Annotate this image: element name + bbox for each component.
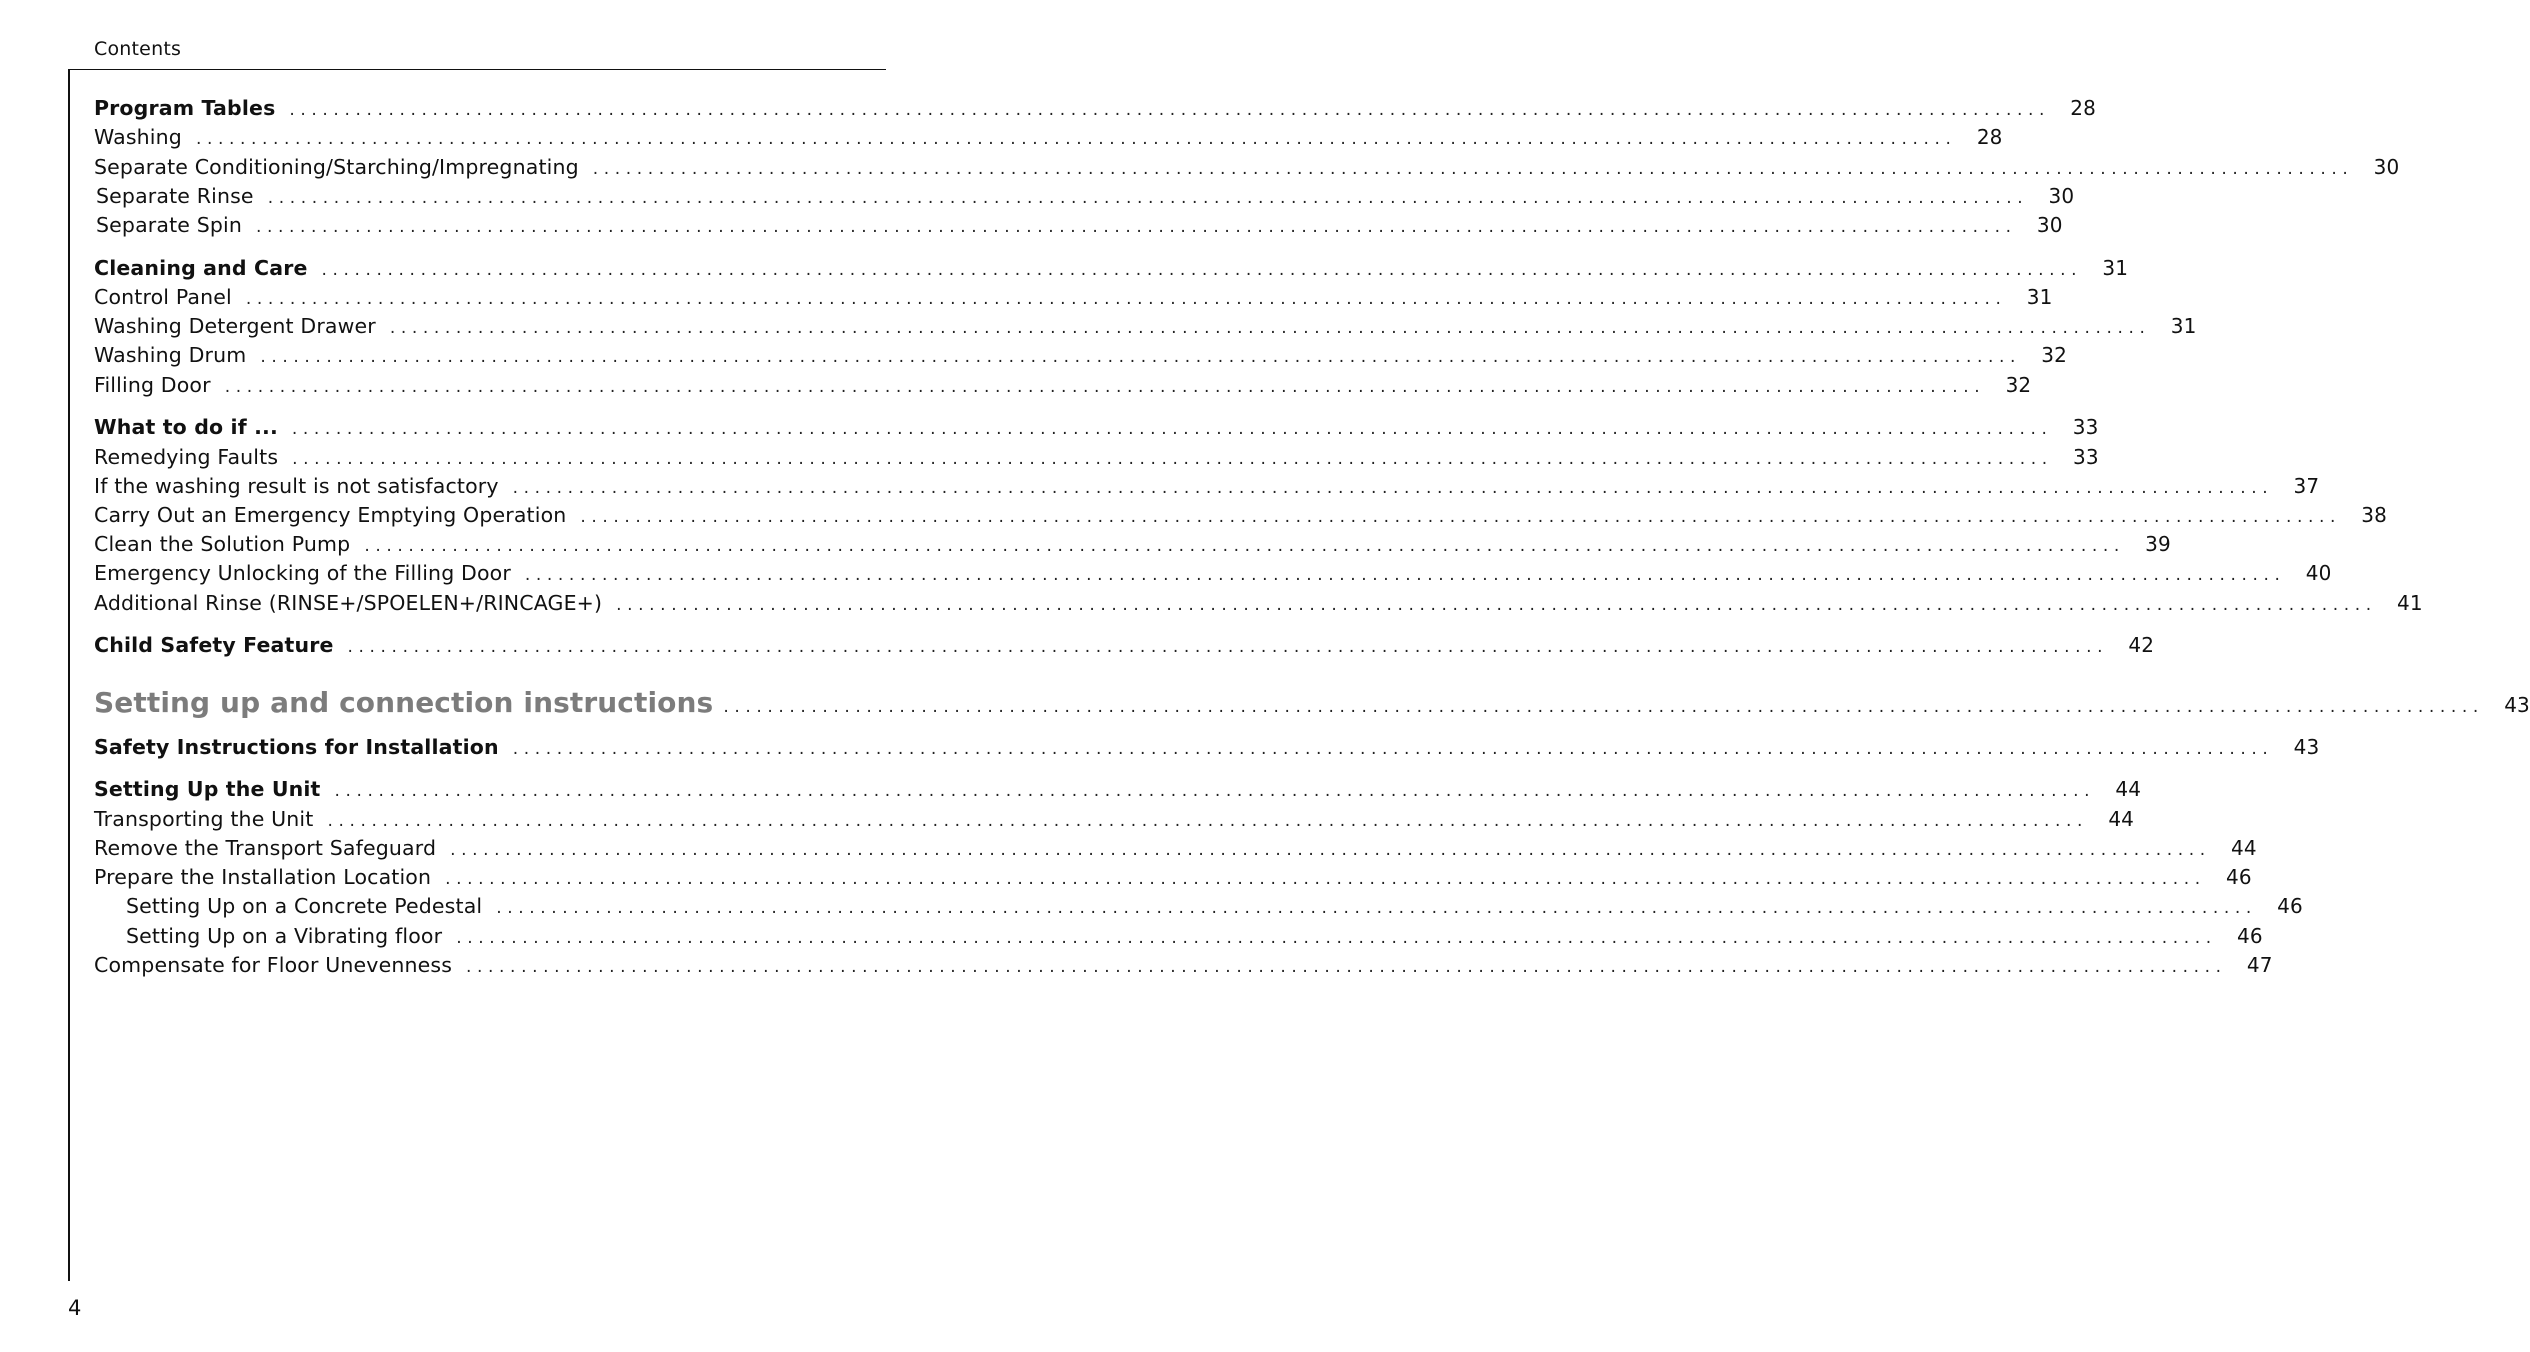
toc-page: 30	[2036, 213, 2063, 237]
toc-page: 46	[2226, 865, 2252, 889]
toc-title: Carry Out an Emergency Emptying Operation	[94, 503, 567, 527]
toc-section-setting-up[interactable]	[94, 686, 2530, 724]
toc-page: 41	[2397, 591, 2423, 615]
toc-leader: ................................................................................................................................................................	[291, 419, 2053, 439]
toc-title: If the washing result is not satisfactory	[94, 474, 499, 498]
toc-entry-emergency-unlocking[interactable]	[94, 561, 2332, 589]
toc-entry-control-panel[interactable]	[94, 285, 2053, 313]
toc-entry-additional-rinse[interactable]	[94, 591, 2423, 619]
toc-leader: ................................................................................................................................................................	[289, 100, 2051, 120]
toc-page: 31	[2102, 256, 2129, 280]
header-rule	[68, 69, 886, 70]
toc-entry-safety-installation[interactable]	[94, 735, 2320, 763]
toc-title: Separate Conditioning/Starching/Impregnating	[94, 155, 579, 179]
toc-leader: ................................................................................................................................................................	[364, 536, 2125, 556]
toc-page: 31	[2170, 314, 2197, 338]
toc-page: 44	[2115, 777, 2142, 801]
toc-title: Remove the Transport Safeguard	[94, 836, 437, 860]
toc-entry-emergency-emptying[interactable]	[94, 503, 2388, 531]
toc-title: Prepare the Installation Location	[94, 865, 432, 889]
toc-leader: ................................................................................................................................................................	[466, 957, 2227, 977]
toc-entry-vibrating-floor[interactable]	[94, 924, 2263, 952]
toc-entry-washing[interactable]	[94, 125, 2003, 153]
toc-title: Compensate for Floor Unevenness	[94, 953, 453, 977]
toc-entry-floor-unevenness[interactable]	[94, 953, 2273, 981]
toc-entry-filling-door[interactable]	[94, 373, 2032, 401]
toc-leader: ................................................................................................................................................................	[260, 347, 2021, 367]
toc-entry-what-to-do-if[interactable]	[94, 415, 2099, 443]
toc-title: Child Safety Feature	[94, 633, 334, 657]
toc-entry-child-safety[interactable]	[94, 633, 2155, 661]
toc-leader: ................................................................................................................................................................	[445, 869, 2206, 889]
toc-page: 28	[2070, 96, 2097, 120]
toc-title: Clean the Solution Pump	[94, 532, 351, 556]
toc-page: 30	[2048, 184, 2075, 208]
toc-leader: ................................................................................................................................................................	[616, 595, 2377, 615]
toc-leader: ................................................................................................................................................................	[723, 697, 2484, 717]
toc-page: 32	[2005, 373, 2032, 397]
toc-entry-washing-result[interactable]	[94, 474, 2320, 502]
toc-entry-program-tables[interactable]	[94, 96, 2097, 124]
toc-leader: ................................................................................................................................................................	[496, 898, 2257, 918]
margin-rule	[68, 69, 70, 1281]
toc-entry-separate-conditioning[interactable]	[94, 155, 2400, 183]
toc-leader: ................................................................................................................................................................	[267, 188, 2029, 208]
toc-page: 39	[2145, 532, 2171, 556]
toc-page: 28	[1976, 125, 2003, 149]
toc-entry-solution-pump[interactable]	[94, 532, 2171, 560]
toc-leader: ................................................................................................................................................................	[580, 507, 2342, 527]
toc-leader: ................................................................................................................................................................	[347, 637, 2109, 657]
toc-title: Filling Door	[94, 373, 211, 397]
toc-leader: ................................................................................................................................................................	[524, 565, 2286, 585]
toc-leader: ................................................................................................................................................................	[195, 129, 1957, 149]
toc-entry-concrete-pedestal[interactable]	[94, 894, 2303, 922]
toc-leader: ................................................................................................................................................................	[256, 217, 2017, 237]
toc-leader: ................................................................................................................................................................	[321, 260, 2083, 280]
toc-title: Emergency Unlocking of the Filling Door	[94, 561, 511, 585]
toc-leader: ................................................................................................................................................................	[456, 928, 2217, 948]
toc-title: Setting Up on a Concrete Pedestal	[126, 894, 483, 918]
toc-title: Safety Instructions for Installation	[94, 735, 499, 759]
toc-title: Setting Up the Unit	[94, 777, 321, 801]
toc-leader: ................................................................................................................................................................	[292, 449, 2053, 469]
toc-title: Remedying Faults	[94, 445, 279, 469]
toc-entry-transport-safeguard[interactable]	[94, 836, 2257, 864]
running-header: Contents	[94, 38, 182, 60]
toc-leader: ................................................................................................................................................................	[512, 478, 2274, 498]
toc-title: Separate Spin	[96, 213, 243, 237]
toc-section-title: Setting up and connection instructions	[94, 686, 714, 719]
toc-entry-installation-location[interactable]	[94, 865, 2252, 893]
toc-page: 46	[2237, 924, 2263, 948]
toc-title: Cleaning and Care	[94, 256, 308, 280]
toc-leader: ................................................................................................................................................................	[224, 377, 1986, 397]
toc-title: Washing Drum	[94, 343, 247, 367]
page-number: 4	[68, 1296, 82, 1320]
toc-entry-detergent-drawer[interactable]	[94, 314, 2197, 342]
toc-title: Program Tables	[94, 96, 276, 120]
toc-leader: ................................................................................................................................................................	[327, 811, 2089, 831]
toc-title: Additional Rinse (RINSE+/SPOELEN+/RINCAGE+)	[94, 591, 603, 615]
toc-page: 44	[2108, 807, 2135, 831]
toc-leader: ................................................................................................................................................................	[512, 739, 2274, 759]
toc-entry-separate-rinse[interactable]	[94, 184, 2075, 212]
toc-title: Transporting the Unit	[94, 807, 314, 831]
toc-title: Washing	[94, 125, 182, 149]
toc-title: What to do if ...	[94, 415, 278, 439]
toc-title: Setting Up on a Vibrating floor	[126, 924, 443, 948]
toc-page: 37	[2293, 474, 2320, 498]
toc-page: 43	[2293, 735, 2320, 759]
toc-page: 43	[2504, 693, 2530, 717]
toc-leader: ................................................................................................................................................................	[334, 781, 2096, 801]
toc-entry-washing-drum[interactable]	[94, 343, 2067, 371]
toc-leader: ................................................................................................................................................................	[389, 318, 2151, 338]
toc-page: 33	[2072, 415, 2099, 439]
toc-page: 46	[2277, 894, 2303, 918]
toc-leader: ................................................................................................................................................................	[450, 840, 2211, 860]
toc-leader: ................................................................................................................................................................	[592, 159, 2354, 179]
toc-title: Washing Detergent Drawer	[94, 314, 376, 338]
toc-entry-remedying-faults[interactable]	[94, 445, 2099, 473]
toc-page: 31	[2026, 285, 2053, 309]
toc-entry-separate-spin[interactable]	[94, 213, 2063, 241]
toc-title: Separate Rinse	[96, 184, 254, 208]
toc-entry-transporting[interactable]	[94, 807, 2135, 835]
toc-entry-cleaning-and-care[interactable]	[94, 256, 2129, 284]
toc-entry-setting-up-unit[interactable]	[94, 777, 2142, 805]
toc-page: 44	[2231, 836, 2257, 860]
toc-page: 38	[2361, 503, 2388, 527]
toc-title: Control Panel	[94, 285, 232, 309]
toc-leader: ................................................................................................................................................................	[245, 289, 2007, 309]
toc-page: 32	[2041, 343, 2067, 367]
toc-page: 47	[2246, 953, 2273, 977]
toc-page: 33	[2073, 445, 2099, 469]
toc-page: 42	[2128, 633, 2155, 657]
toc-page: 30	[2373, 155, 2400, 179]
toc-page: 40	[2305, 561, 2332, 585]
